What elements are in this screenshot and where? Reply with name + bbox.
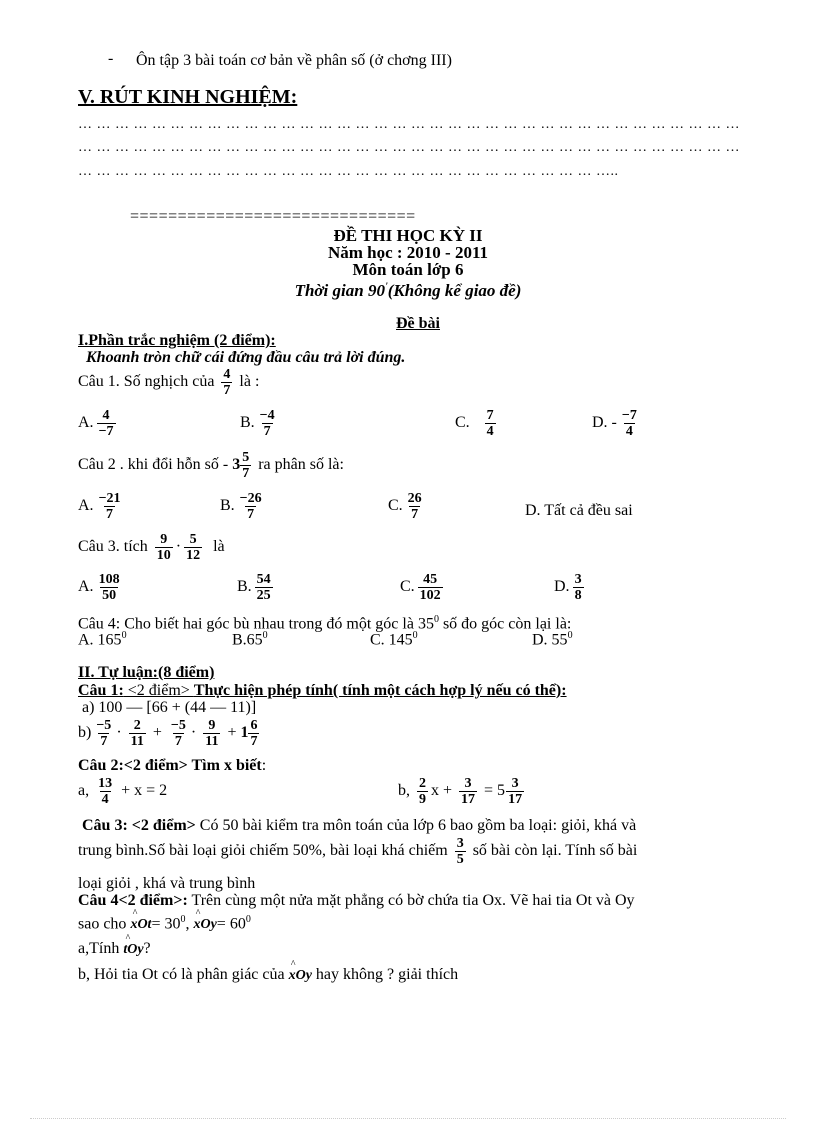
section-v-heading: V. RÚT KINH NGHIỆM: <box>78 86 298 108</box>
q1-option-a[interactable]: A. $\frac{4}{-7}$ <box>78 408 114 439</box>
part2-heading: II. Tự luận:(8 điểm) <box>78 664 215 681</box>
c2-heading: Câu 2:<2 điểm> Tìm x biết: <box>78 757 267 774</box>
q3-option-c[interactable]: C. $\frac{45}{102}$ <box>400 572 441 603</box>
q2-option-d[interactable]: D. Tất cả đều sai <box>525 502 633 519</box>
q2-option-b[interactable]: B. $\frac{-26}{7}$ <box>220 491 262 522</box>
q4-option-c[interactable]: C. $145^0$ <box>370 630 418 649</box>
q4-option-d[interactable]: D. $55^0$ <box>532 630 573 649</box>
de-bai-heading: Đề bài <box>396 315 440 332</box>
c1b-expression: b) $\frac{-5}{7}$ · $\frac{2}{11}$ + $\frac{-5}{7}$ · $\frac{9}{11}$ + 1 $\frac{6}{7}$ <box>78 718 258 749</box>
c3-line-1: Câu 3: <2 điểm> Có 50 bài kiểm tra môn toán của lớp 6 bao gồm ba loại: giỏi, khá và <box>82 817 637 834</box>
c4b-question: b, Hỏi tia Ot có là phân giác của ^ xOy hay không ? giải thích <box>78 966 458 984</box>
c1a-expression: a) 100 — [66 + (44 — 11)] <box>82 699 257 716</box>
separator-line: ============================== <box>130 208 416 225</box>
c3-line-3: loại giỏi , khá và trung bình <box>78 875 256 892</box>
dots-line-1: … … … … … … … … … … … … … … … … … … … … … … … … … … … … … … … … … … … … <box>78 117 740 132</box>
q2-option-c[interactable]: C. $\frac{26}{7}$ <box>388 491 422 522</box>
c4-line-1: Câu 4<2 điểm>: Trên cùng một nửa mặt phẳng có bờ chứa tia Ox. Vẽ hai tia Ot và Oy <box>78 892 635 909</box>
q3-option-a[interactable]: A. $\frac{108}{50}$ <box>78 572 120 603</box>
part1-heading: I.Phần trắc nghiệm (2 điểm): <box>78 332 276 349</box>
q1-option-b[interactable]: B. $\frac{-4}{7}$ <box>240 408 275 439</box>
bullet-marker: - <box>108 50 114 67</box>
exam-subject: Môn toán lớp 6 <box>352 260 464 279</box>
exam-year: Năm học : 2010 - 2011 <box>327 243 489 262</box>
q2-option-a[interactable]: A. $\frac{-21}{7}$ <box>78 491 121 522</box>
c4-line-2: sao cho ^ $xOt= 30^0$, ^ $xOy= 60^0$ <box>78 914 251 933</box>
c3-line-2: trung bình.Số bài loại giỏi chiếm 50%, bài loại khá chiếm $\frac{3}{5}$ số bài còn lại. Tính số bài <box>78 836 638 867</box>
q1-fraction: $\frac{4}{7}$ <box>223 367 231 398</box>
review-note: Ôn tập 3 bài toán cơ bản về phân số (ở chơng III) <box>136 52 452 69</box>
q4-stem: Câu 4: Cho biết hai góc bù nhau trong đó một góc là $35^0$ số đo góc còn lại là: <box>78 614 572 633</box>
part1-instruction: Khoanh tròn chữ cái đứng đầu câu trả lời đúng. <box>86 349 406 366</box>
dots-line-2: … … … … … … … … … … … … … … … … … … … … … … … … … … … … … … … … … … … … <box>78 140 740 155</box>
c4a-question: a,Tính ^ tOy? <box>78 940 151 958</box>
c1-heading: Câu 1: <2 điểm> Thực hiện phép tính( tính một cách hợp lý nếu có thể): <box>78 682 567 699</box>
q2-stem: Câu 2 . khi đổi hỗn số - 3 $\frac{5}{7}$ ra phân số là: <box>78 450 344 481</box>
q3-option-d[interactable]: D. $\frac{3}{8}$ <box>554 572 582 603</box>
c2a-equation: a, $\frac{13}{4}$ + x = 2 <box>78 776 168 807</box>
angle-xOy: ^ xOy <box>193 917 216 932</box>
q3-stem: Câu 3. tích $\frac{9}{10}$ · $\frac{5}{12}$ là <box>78 532 225 563</box>
c2b-equation: b, $\frac{2}{9}$ x + $\frac{3}{17}$ = 5 $\frac{3}{17}$ <box>398 776 523 807</box>
angle-tOy: ^ tOy <box>123 942 143 957</box>
exam-title: ĐỀ THI HỌC KỲ II <box>333 226 483 245</box>
angle-xOy-2: ^ xOy <box>289 968 312 983</box>
q3-option-b[interactable]: B. $\frac{54}{25}$ <box>237 572 271 603</box>
page-bottom-border <box>30 1118 786 1119</box>
q4-option-a[interactable]: A. $165^0$ <box>78 630 127 649</box>
q1-option-d[interactable]: D. - $\frac{-7}{4}$ <box>592 408 637 439</box>
exam-time: Thời gian 90'(Không kể giao đề) <box>294 281 522 300</box>
q1-option-c[interactable]: C. $\frac{7}{4}$ <box>455 408 494 439</box>
q4-option-b[interactable]: $B.65^0$ <box>232 630 268 649</box>
q1-stem: Câu 1. Số nghịch của $\frac{4}{7}$ là : <box>78 367 260 398</box>
dots-line-3: … … … … … … … … … … … … … … … … … … … … … … … … … … … … ….. <box>78 164 619 179</box>
angle-xOt: ^ xOt <box>130 917 151 932</box>
